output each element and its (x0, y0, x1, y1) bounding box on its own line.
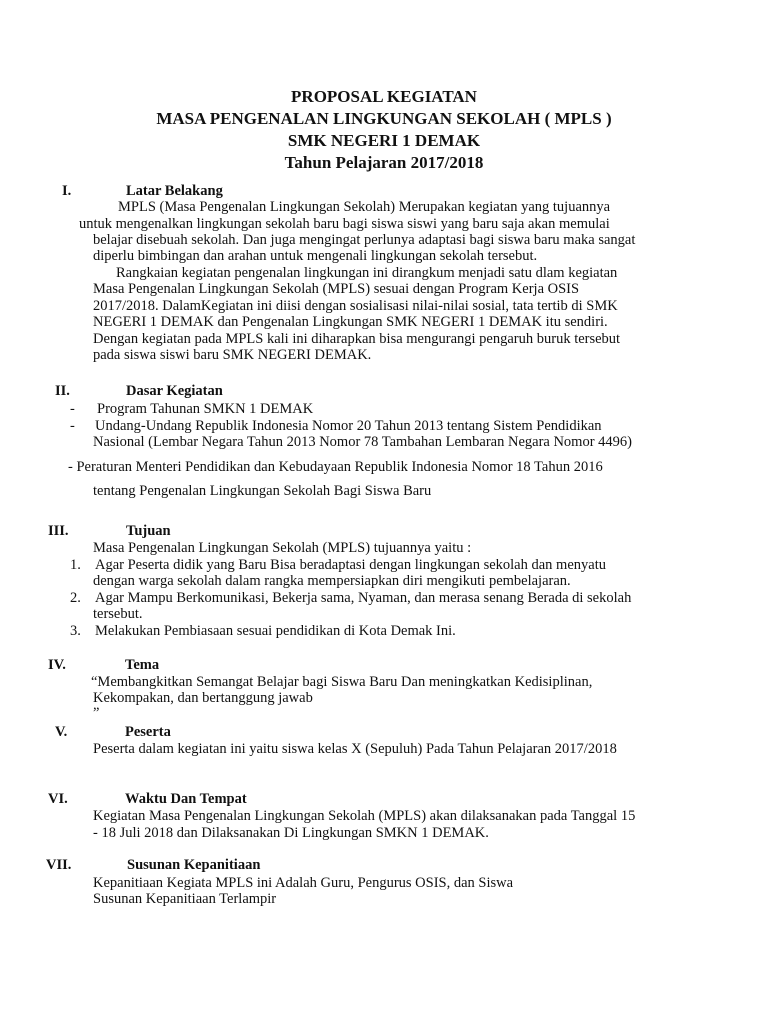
section-7-number: VII. (46, 857, 72, 873)
section-1-p2-line-5: Dengan kegiatan pada MPLS kali ini diharapkan bisa mengurangi pengaruh buruk tersebut (93, 331, 621, 347)
section-5-heading: Peserta (125, 724, 171, 740)
section-5-number: V. (55, 724, 68, 740)
section-3-num-1: 1. (70, 557, 81, 573)
section-1-p1-line-3: belajar disebuah sekolah. Dan juga mengingat perlunya adaptasi bagi siswa baru maka sangat (93, 232, 636, 248)
section-7-heading: Susunan Kepanitiaan (127, 857, 261, 873)
section-1-p1-line-4: diperlu bimbingan dan arahan untuk mengenali lingkungan sekolah tersebut. (93, 248, 538, 264)
section-2-item-3-line-2: tentang Pengenalan Lingkungan Sekolah Bagi Siswa Baru (93, 483, 432, 499)
section-3-num-3: 3. (70, 623, 81, 639)
title-line-1: PROPOSAL KEGIATAN (291, 87, 477, 106)
section-1-p2-line-1: Rangkaian kegiatan pengenalan lingkungan ini dirangkum menjadi satu dlam kegiatan (116, 265, 618, 281)
section-2-dash-1: - (70, 401, 75, 417)
section-3-item-3: Melakukan Pembiasaan sesuai pendidikan di Kota Demak Ini. (95, 623, 456, 639)
section-4-number: IV. (48, 657, 66, 673)
section-1-p1-line-1: MPLS (Masa Pengenalan Lingkungan Sekolah) Merupakan kegiatan yang tujuannya (118, 199, 611, 215)
section-7-line-2: Susunan Kepanitiaan Terlampir (93, 891, 277, 907)
section-3-item-1-line-1: Agar Peserta didik yang Baru Bisa beradaptasi dengan lingkungan sekolah dan menyatu (95, 557, 606, 573)
title-line-4: Tahun Pelajaran 2017/2018 (284, 153, 484, 172)
section-5-text: Peserta dalam kegiatan ini yaitu siswa kelas X (Sepuluh) Pada Tahun Pelajaran 2017/2018 (93, 741, 617, 757)
title-line-2: MASA PENGENALAN LINGKUNGAN SEKOLAH ( MPLS ) (156, 109, 612, 128)
section-3-num-2: 2. (70, 590, 81, 606)
section-2-item-1: Program Tahunan SMKN 1 DEMAK (97, 401, 314, 417)
section-2-number: II. (55, 383, 70, 399)
section-6-heading: Waktu Dan Tempat (125, 791, 247, 807)
section-3-intro: Masa Pengenalan Lingkungan Sekolah (MPLS) tujuannya yaitu : (93, 540, 472, 556)
section-2-item-2-line-2: Nasional (Lembar Negara Tahun 2013 Nomor 78 Tambahan Lembaran Negara Nomor 4496) (93, 434, 632, 450)
section-2-dash-2: - (70, 418, 75, 434)
section-4-heading: Tema (125, 657, 160, 673)
section-6-line-1: Kegiatan Masa Pengenalan Lingkungan Sekolah (MPLS) akan dilaksanakan pada Tanggal 15 (93, 808, 636, 824)
title-line-3: SMK NEGERI 1 DEMAK (287, 131, 481, 150)
section-4-line-1: “Membangkitkan Semangat Belajar bagi Siswa Baru Dan meningkatkan Kedisiplinan, (91, 674, 593, 690)
section-3-item-2-line-1: Agar Mampu Berkomunikasi, Bekerja sama, Nyaman, dan merasa senang Berada di sekolah (95, 590, 632, 606)
section-3-item-2-line-2: tersebut. (93, 606, 143, 622)
section-1-number: I. (62, 183, 72, 199)
section-2-heading: Dasar Kegiatan (126, 383, 223, 399)
document-title (0, 86, 768, 174)
section-7-line-1: Kepanitiaan Kegiata MPLS ini Adalah Guru, Pengurus OSIS, dan Siswa (93, 875, 514, 891)
section-1-p2-line-4: NEGERI 1 DEMAK dan Pengenalan Lingkungan SMK NEGERI 1 DEMAK itu sendiri. (93, 314, 608, 330)
section-2-item-3-line-1: - Peraturan Menteri Pendidikan dan Kebudayaan Republik Indonesia Nomor 18 Tahun 2016 (68, 459, 603, 475)
section-1-p2-line-6: pada siswa siswi baru SMK NEGERI DEMAK. (93, 347, 372, 363)
section-4-line-2: Kekompakan, dan bertanggung jawab (93, 690, 313, 706)
section-6-line-2: - 18 Juli 2018 dan Dilaksanakan Di Lingkungan SMKN 1 DEMAK. (93, 825, 489, 841)
section-4-line-3: ” (93, 705, 100, 721)
section-6-number: VI. (48, 791, 68, 807)
section-3-number: III. (48, 523, 69, 539)
section-1-p2-line-3: 2017/2018. DalamKegiatan ini diisi dengan sosialisasi nilai-nilai sosial, tata tertib di SMK (93, 298, 618, 314)
section-1-p1-line-2: untuk mengenalkan lingkungan sekolah baru bagi siswa siswi yang baru saja akan memulai (79, 216, 610, 232)
section-1-p2-line-2: Masa Pengenalan Lingkungan Sekolah (MPLS) sesuai dengan Program Kerja OSIS (93, 281, 580, 297)
section-2-item-2-line-1: Undang-Undang Republik Indonesia Nomor 20 Tahun 2013 tentang Sistem Pendidikan (95, 418, 602, 434)
section-3-heading: Tujuan (126, 523, 171, 539)
section-1-heading: Latar Belakang (126, 183, 223, 199)
section-3-item-1-line-2: dengan warga sekolah dalam rangka mempersiapkan diri mengikuti pembelajaran. (93, 573, 571, 589)
